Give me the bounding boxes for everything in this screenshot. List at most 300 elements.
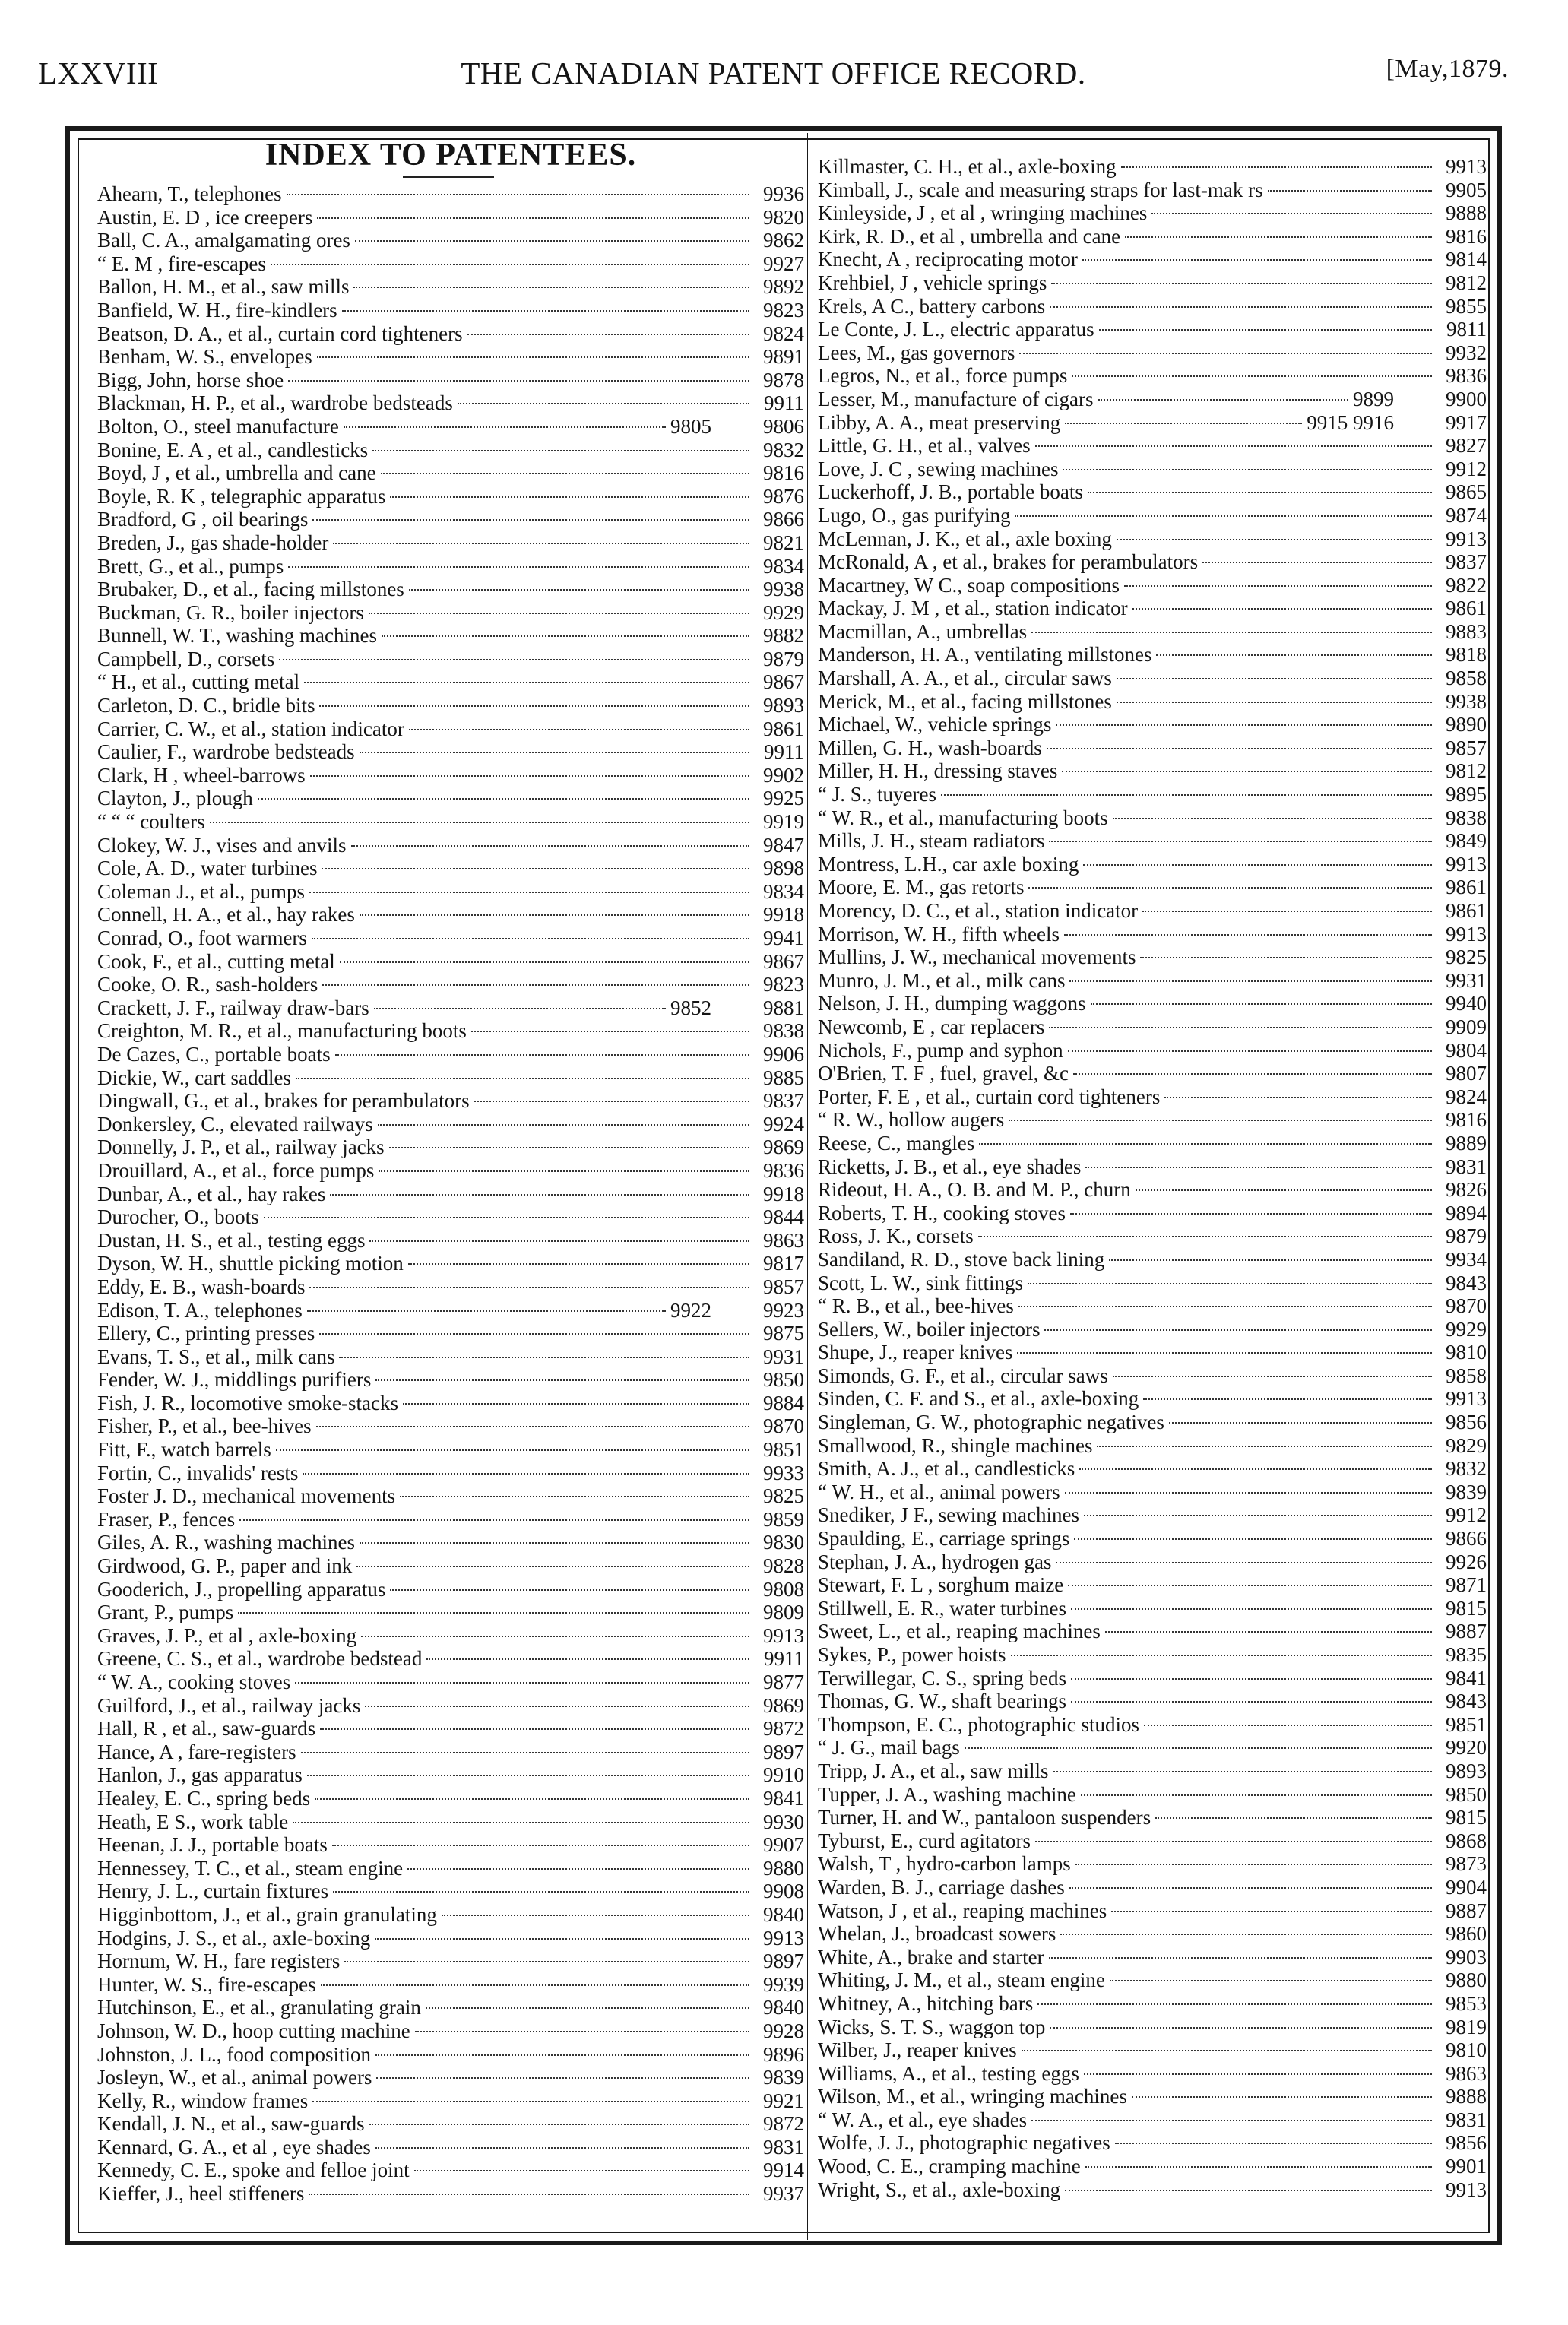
dot-leader: [1047, 748, 1432, 749]
patentee-name: Hance, A , fare-registers: [97, 1740, 296, 1763]
dot-leader: [1064, 934, 1432, 936]
patentee-name: Kieffer, J., heel stiffeners: [97, 2182, 305, 2206]
patentee-name: Warden, B. J., carriage dashes: [818, 1875, 1065, 1899]
index-entry: [818, 1294, 1487, 1318]
dot-leader: [339, 1357, 749, 1358]
index-entry: [818, 1085, 1487, 1109]
index-entry: [818, 783, 1487, 806]
dot-leader: [415, 2031, 749, 2032]
index-entry: [97, 1601, 804, 1624]
patent-number: 9838: [763, 1019, 804, 1043]
patent-number: 9843: [1446, 1271, 1487, 1294]
index-entry: [818, 1713, 1487, 1737]
patent-number: 9807: [1446, 1062, 1487, 1085]
patentee-name: Creighton, M. R., et al., manufacturing boots: [97, 1019, 467, 1043]
dot-leader: [317, 356, 749, 358]
patent-number: 9911: [764, 1647, 804, 1671]
dot-leader: [389, 1147, 749, 1148]
patentee-name: Ballon, H. M., et al., saw mills: [97, 275, 350, 299]
dot-leader: [319, 705, 749, 707]
dot-leader: [1018, 1306, 1432, 1307]
patentee-name: Connell, H. A., et al., hay rakes: [97, 903, 355, 927]
patent-number: 9822: [1446, 573, 1487, 597]
dot-leader: [287, 194, 749, 195]
patentee-name: Porter, F. E , et al., curtain cord tighteners: [818, 1085, 1161, 1108]
patent-number: 9900: [1446, 387, 1487, 410]
index-entry: [97, 1554, 804, 1578]
index-entry: [97, 1275, 804, 1299]
index-entry: [97, 601, 804, 625]
dot-leader: [1062, 771, 1432, 772]
patent-number: 9901: [1446, 2155, 1487, 2178]
dot-leader: [403, 1403, 749, 1405]
index-entry: [97, 1578, 804, 1601]
index-entry: [97, 531, 804, 555]
patent-number: 9823: [763, 298, 804, 322]
index-entry: [97, 1833, 804, 1857]
index-entry: [97, 1089, 804, 1113]
patentee-name: Johnston, J. L., food composition: [97, 2042, 372, 2066]
patentee-name: Carrier, C. W., et al., station indicator: [97, 717, 404, 740]
patentee-name: Love, J. C , sewing machines: [818, 457, 1059, 480]
patentee-name: Cooke, O. R., sash-holders: [97, 973, 318, 996]
patent-number: 9849: [1446, 829, 1487, 853]
index-entry: [818, 1946, 1487, 1969]
patent-number: 9853: [1446, 1991, 1487, 2015]
patentee-name: Donnelly, J. P., et al., railway jacks: [97, 1136, 385, 1159]
index-entry: [818, 713, 1487, 736]
index-entry: [818, 736, 1487, 760]
dot-leader: [321, 1984, 749, 1986]
index-entry: [97, 485, 804, 508]
index-entry: [97, 927, 804, 950]
patent-number: 9814: [1446, 248, 1487, 271]
extra-patent-number: 9922: [670, 1298, 711, 1322]
patent-number: 9880: [1446, 1969, 1487, 1992]
patentee-name: Dunbar, A., et al., hay rakes: [97, 1182, 326, 1205]
patent-number: 9897: [763, 1740, 804, 1763]
dot-leader: [1073, 1073, 1432, 1075]
dot-leader: [375, 1379, 749, 1381]
patent-number: 9909: [1446, 1015, 1487, 1038]
index-entry: [818, 992, 1487, 1015]
dot-leader: [1156, 654, 1432, 656]
patent-number: 9890: [1446, 713, 1487, 736]
patentee-name: Watson, J , et al., reaping machines: [818, 1899, 1107, 1922]
dot-leader: [1117, 702, 1432, 703]
patent-number: 9863: [1446, 2061, 1487, 2085]
dot-leader: [941, 794, 1432, 796]
patentee-name: Dickie, W., cart saddles: [97, 1066, 291, 1089]
index-entry: [97, 1810, 804, 1834]
dot-leader: [372, 450, 749, 451]
patent-number: 9911: [764, 391, 804, 415]
index-entry: [97, 252, 804, 276]
index-entry: [97, 1159, 804, 1183]
issue-date: [May,1879.: [1386, 55, 1509, 83]
patent-number: 9841: [1446, 1666, 1487, 1690]
index-entry: [97, 717, 804, 741]
patent-number: 9913: [763, 1926, 804, 1950]
index-entry: [97, 880, 804, 904]
patent-number: 9866: [1446, 1527, 1487, 1551]
extra-patent-number: 9915 9916: [1307, 410, 1394, 434]
patentee-name: Stephan, J. A., hydrogen gas: [818, 1550, 1052, 1573]
dot-leader: [360, 914, 749, 916]
index-entry: [97, 1438, 804, 1462]
patent-number: 9832: [1446, 1457, 1487, 1481]
index-entry: [97, 740, 804, 764]
index-entry: [818, 1806, 1487, 1829]
patentee-name: Wilson, M., et al., wringing machines: [818, 2085, 1127, 2108]
index-entry: [818, 1062, 1487, 1085]
patentee-name: Clokey, W. J., vises and anvils: [97, 833, 347, 857]
patentee-name: Kelly, R., window frames: [97, 2089, 309, 2112]
patentee-name: Guilford, J., et al., railway jacks: [97, 1693, 361, 1717]
patentee-name: Nelson, J. H., dumping waggons: [818, 992, 1086, 1015]
index-entry: [97, 1741, 804, 1764]
dot-leader: [340, 961, 749, 963]
patent-number: 9826: [1446, 1178, 1487, 1202]
patent-number: 9862: [763, 229, 804, 252]
index-entry: [818, 550, 1487, 574]
index-entry: [818, 853, 1487, 876]
index-entry: [97, 2182, 804, 2206]
patentee-name: Tupper, J. A., washing machine: [818, 1782, 1076, 1806]
dot-leader: [264, 1217, 749, 1218]
index-entry: [97, 857, 804, 880]
patent-number: 9830: [763, 1531, 804, 1554]
patent-number: 9825: [1446, 946, 1487, 969]
dot-leader: [309, 1287, 749, 1288]
patent-number: 9923: [763, 1298, 804, 1322]
dot-leader: [319, 1333, 749, 1335]
patent-number: 9912: [1446, 1503, 1487, 1527]
patent-number: 9911: [764, 740, 804, 764]
patent-number: 9931: [1446, 968, 1487, 992]
patent-number: 9818: [1446, 643, 1487, 667]
patentee-name: Bunnell, W. T., washing machines: [97, 624, 377, 648]
index-entry: [97, 1647, 804, 1671]
patentee-name: Hornum, W. H., fare registers: [97, 1950, 341, 1973]
dot-leader: [1117, 678, 1432, 679]
dot-leader: [1110, 1980, 1432, 1981]
patentee-name: Caulier, F., wardrobe bedsteads: [97, 740, 355, 764]
index-entry: [818, 458, 1487, 481]
patentee-name: Williams, A., et al., testing eggs: [818, 2061, 1079, 2085]
dot-leader: [1028, 887, 1432, 889]
patentee-name: Bigg, John, horse shoe: [97, 368, 284, 391]
dot-leader: [1022, 2050, 1432, 2051]
dot-leader: [1031, 2120, 1432, 2121]
patentee-name: Brett, G., et al., pumps: [97, 554, 284, 578]
patentee-name: Kennard, G. A., et al , eye shades: [97, 2135, 371, 2159]
dot-leader: [1082, 259, 1432, 261]
dot-leader: [407, 1868, 749, 1870]
patent-number: 9820: [763, 205, 804, 229]
patent-number: 9872: [763, 2112, 804, 2136]
patent-number: 9892: [763, 275, 804, 299]
dot-leader: [315, 1798, 749, 1800]
patentee-name: Sweet, L., et al., reaping machines: [818, 1620, 1101, 1643]
dot-leader: [1084, 1515, 1432, 1516]
patentee-name: Whitney, A., hitching bars: [818, 1991, 1034, 2015]
patentee-name: Campbell, D., corsets: [97, 647, 275, 670]
patentee-name: Fish, J. R., locomotive smoke-stacks: [97, 1391, 398, 1414]
patent-number: 9877: [763, 1671, 804, 1693]
dot-leader: [1049, 1957, 1432, 1959]
dot-leader: [320, 1728, 749, 1730]
dot-leader: [296, 1078, 749, 1079]
index-entry: [818, 318, 1487, 341]
patent-number: 9927: [763, 252, 804, 275]
patent-number: 9861: [1446, 876, 1487, 899]
patentee-name: Coleman J., et al., pumps: [97, 879, 305, 903]
patent-number: 9887: [1446, 1620, 1487, 1643]
patent-number: 9912: [1446, 457, 1487, 480]
dot-leader: [271, 264, 749, 265]
patent-number: 9866: [763, 508, 804, 531]
dot-leader: [390, 1589, 749, 1591]
index-entry: [97, 1368, 804, 1392]
dot-leader: [1037, 2003, 1432, 2005]
dot-leader: [409, 589, 749, 591]
index-entry: [97, 1763, 804, 1787]
index-entry: [818, 1643, 1487, 1667]
dot-leader: [1142, 911, 1432, 912]
dot-leader: [353, 287, 749, 288]
patentee-name: Lugo, O., gas purifying: [818, 503, 1011, 527]
dot-leader: [1065, 1492, 1432, 1494]
index-entry: [818, 829, 1487, 853]
patentee-name: Krels, A C., battery carbons: [818, 294, 1046, 318]
dot-leader: [1143, 1398, 1432, 1400]
patent-number: 9885: [763, 1066, 804, 1089]
index-entry: [97, 275, 804, 299]
index-entry: [818, 574, 1487, 597]
patent-number: 9857: [1446, 736, 1487, 759]
patent-number: 9928: [763, 2019, 804, 2042]
title-rule: [403, 176, 494, 178]
patentee-name: Macartney, W C., soap compositions: [818, 573, 1120, 597]
index-entry: [97, 1322, 804, 1345]
index-entry: [818, 1620, 1487, 1643]
index-entry: [97, 299, 804, 322]
index-entry: [818, 271, 1487, 295]
index-entry: [818, 1108, 1487, 1132]
index-entry: [97, 2019, 804, 2043]
patent-number: 9832: [763, 438, 804, 461]
patent-number: 9856: [1446, 1411, 1487, 1434]
dot-leader: [375, 1938, 749, 1940]
patent-number: 9937: [763, 2182, 804, 2206]
index-entry: [97, 1973, 804, 1997]
index-entry: [818, 1132, 1487, 1155]
patent-number: 9913: [1446, 852, 1487, 876]
dot-leader: [258, 798, 749, 800]
index-entry: [818, 1481, 1487, 1504]
patentee-name: Bolton, O., steel manufacture: [97, 414, 339, 438]
dot-leader: [426, 1658, 749, 1660]
index-entry: [818, 1434, 1487, 1458]
patentee-name: Moore, E. M., gas retorts: [818, 876, 1025, 899]
patentee-name: Wicks, S. T. S., waggon top: [818, 2015, 1046, 2038]
index-entry: [97, 624, 804, 648]
index-entry: [818, 1667, 1487, 1690]
patent-number: 9865: [1446, 480, 1487, 504]
dot-leader: [322, 984, 749, 986]
patentee-name: Turner, H. and W., pantaloon suspenders: [818, 1806, 1151, 1829]
index-entry: [818, 527, 1487, 551]
dot-leader: [400, 1496, 749, 1497]
dot-leader: [471, 1031, 749, 1032]
index-entry: [97, 1252, 804, 1275]
dot-leader: [1015, 515, 1432, 517]
patentee-name: “ E. M , fire-escapes: [97, 252, 266, 275]
patentee-name: Hodgins, J. S., et al., axle-boxing: [97, 1926, 371, 1950]
patent-number: 9847: [763, 833, 804, 857]
patent-number: 9913: [1446, 922, 1487, 946]
index-entry: [818, 1387, 1487, 1411]
index-entry: [97, 1484, 804, 1508]
patent-number: 9904: [1446, 1875, 1487, 1899]
index-entry: [97, 555, 804, 578]
index-entry: [97, 182, 804, 206]
right-column-index: [818, 155, 1487, 2201]
dot-leader: [1060, 1934, 1432, 1935]
patentee-name: Kirk, R. D., et al , umbrella and cane: [818, 224, 1121, 248]
patentee-name: “ R. W., hollow augers: [818, 1108, 1005, 1132]
index-entry: [818, 201, 1487, 225]
patent-number: 9851: [763, 1438, 804, 1462]
dot-leader: [1070, 1213, 1432, 1215]
index-entry: [97, 345, 804, 369]
patentee-name: Libby, A. A., meat preserving: [818, 410, 1061, 434]
patent-number: 9938: [763, 578, 804, 601]
dot-leader: [1113, 818, 1432, 819]
patent-number: 9861: [1446, 899, 1487, 922]
index-entry: [818, 620, 1487, 644]
index-entry: [818, 1573, 1487, 1597]
patentee-name: Donkersley, C., elevated railways: [97, 1112, 373, 1136]
patent-number: 9834: [763, 554, 804, 578]
patent-number: 9906: [763, 1042, 804, 1066]
dot-leader: [1056, 1562, 1432, 1563]
dot-leader: [1136, 1189, 1432, 1191]
index-entry: [818, 1015, 1487, 1039]
patent-number: 9881: [763, 996, 804, 1019]
patent-number: 9839: [763, 2066, 804, 2089]
patent-number: 9924: [763, 1112, 804, 1136]
dot-leader: [382, 635, 749, 637]
patentee-name: Millen, G. H., wash-boards: [818, 736, 1042, 759]
patent-number: 9837: [763, 1089, 804, 1113]
dot-leader: [1268, 190, 1432, 192]
patent-number: 9836: [1446, 364, 1487, 388]
patentee-name: Snediker, J F., sewing machines: [818, 1503, 1079, 1527]
dot-leader: [1072, 375, 1432, 377]
dot-leader: [309, 2194, 749, 2195]
extra-patent-number: 9852: [670, 996, 711, 1019]
dot-leader: [307, 1775, 749, 1776]
patent-number: 9827: [1446, 434, 1487, 458]
patentee-name: Merick, M., et al., facing millstones: [818, 689, 1112, 713]
page-number: LXXVIII: [38, 55, 159, 90]
index-entry: [97, 2089, 804, 2113]
index-entry: [97, 1950, 804, 1973]
index-entry: [818, 899, 1487, 923]
patentee-name: Heath, E S., work table: [97, 1810, 289, 1833]
dot-leader: [374, 1008, 666, 1009]
patentee-name: Hennessey, T. C., et al., steam engine: [97, 1856, 404, 1880]
index-entry: [818, 225, 1487, 249]
index-entry: [818, 1852, 1487, 1876]
dot-leader: [1109, 1259, 1432, 1261]
patentee-name: Smith, A. J., et al., candlesticks: [818, 1457, 1075, 1481]
dot-leader: [1035, 445, 1432, 447]
patentee-name: Singleman, G. W., photographic negatives: [818, 1411, 1164, 1434]
patentee-name: Kinleyside, J , et al , wringing machines: [818, 201, 1148, 225]
patent-number: 9929: [763, 600, 804, 624]
patent-number: 9850: [763, 1368, 804, 1392]
patent-number: 9861: [763, 717, 804, 740]
index-entry: [97, 1205, 804, 1229]
dot-leader: [1124, 585, 1432, 587]
patent-number: 9823: [763, 973, 804, 996]
patentee-name: Marshall, A. A., et al., circular saws: [818, 667, 1112, 690]
patentee-name: “ W. R., et al., manufacturing boots: [818, 806, 1108, 829]
patent-number: 9858: [1446, 667, 1487, 690]
patentee-name: Cook, F., et al., cutting metal: [97, 949, 335, 973]
patentee-name: Eddy, E. B., wash-boards: [97, 1275, 306, 1298]
index-entry: [818, 1760, 1487, 1783]
dot-leader: [356, 1566, 749, 1567]
patentee-name: Conrad, O., foot warmers: [97, 927, 307, 949]
patent-number: 9806: [763, 414, 804, 438]
patent-number: 9809: [763, 1601, 804, 1624]
index-title: INDEX TO PATENTEES.: [265, 138, 637, 173]
patentee-name: Johnson, W. D., hoop cutting machine: [97, 2019, 410, 2042]
patent-number: 9871: [1446, 1573, 1487, 1597]
patentee-name: Josleyn, W., et al., animal powers: [97, 2066, 372, 2089]
index-entry: [818, 2178, 1487, 2202]
dot-leader: [333, 1891, 749, 1893]
index-entry: [97, 834, 804, 857]
index-entry: [97, 461, 804, 485]
index-entry: [97, 1345, 804, 1369]
patent-number: 9936: [763, 182, 804, 205]
patentee-name: Krehbiel, J , vehicle springs: [818, 271, 1047, 294]
dot-leader: [390, 496, 749, 498]
patentee-name: Legros, N., et al., force pumps: [818, 364, 1068, 388]
dot-leader: [301, 1752, 749, 1753]
patent-number: 9920: [1446, 1736, 1487, 1760]
patentee-name: Benham, W. S., envelopes: [97, 345, 312, 369]
patent-number: 9879: [763, 647, 804, 670]
dot-leader: [1065, 2190, 1432, 2191]
dot-leader: [1113, 1376, 1432, 1377]
dot-leader: [335, 1054, 749, 1056]
dot-leader: [1085, 1167, 1432, 1168]
patent-number: 9896: [763, 2042, 804, 2066]
patent-number: 9891: [763, 345, 804, 369]
dot-leader: [276, 1449, 749, 1451]
dot-leader: [426, 2007, 749, 2009]
index-entry: [818, 1272, 1487, 1295]
index-entry: [97, 1392, 804, 1415]
patent-number: 9887: [1446, 1899, 1487, 1922]
index-entry: [97, 950, 804, 974]
